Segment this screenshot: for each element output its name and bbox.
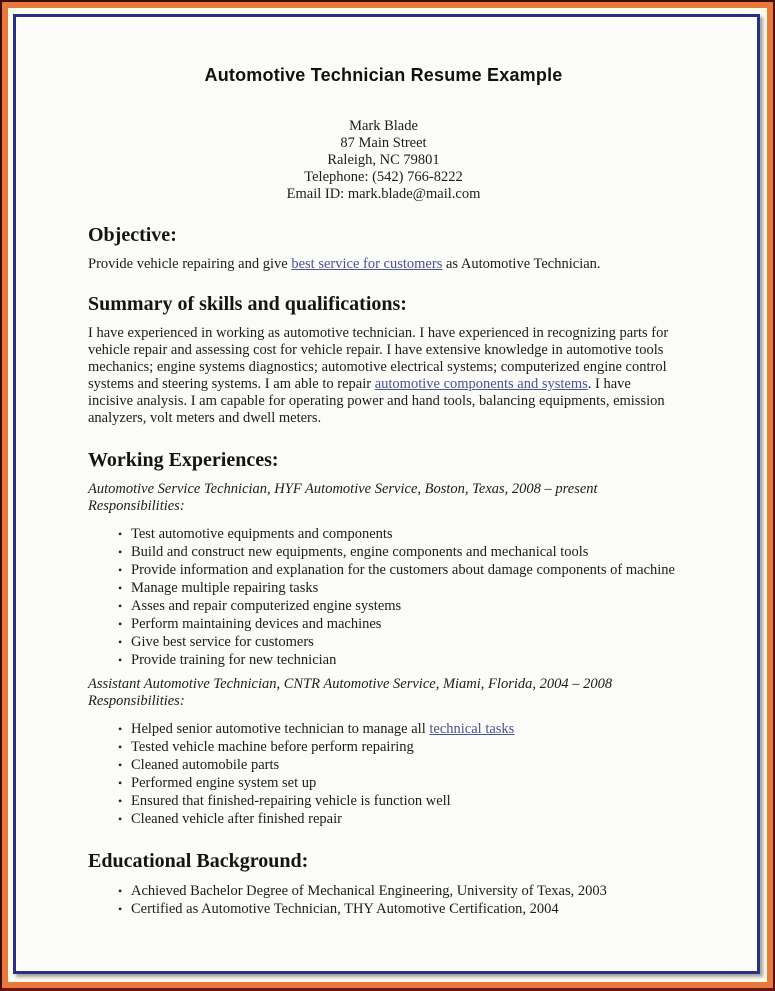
duty-item: • Provide training for new technician [118,651,679,669]
summary-text-before: I have experienced in working as automotive technician. I have experienced in recognizing parts for vehicle repair and assessing cost for vehicle repair. I have extensive knowledge in automotive tools mechanics; engine systems diagnostics; automotive electrical systems; computerized engine control systems and steering systems. I am able to repair [88,325,669,392]
contact-city: Raleigh, NC 79801 [327,152,440,168]
contact-email: Email ID: mark.blade@mail.com [286,186,481,202]
duty-item: • Asses and repair computerized engine systems [118,597,679,615]
duty-link[interactable]: technical tasks [429,721,515,737]
duty-item: • Give best service for customers [118,633,679,651]
section-heading-objective: Objective: [88,224,177,246]
page-title: Automotive Technician Resume Example [204,65,563,85]
contact-street: 87 Main Street [340,135,427,151]
objective-text [88,256,679,273]
section-heading-education: Educational Background: [88,850,309,872]
duty-item: • Manage multiple repairing tasks [118,579,679,597]
duty-item: • Cleaned vehicle after finished repair [118,810,679,828]
duty-list-job-1 [88,525,679,669]
duty-text-before: Helped senior automotive technician to manage all [131,721,430,737]
summary-text-after: . I have incisive analysis. I am capable for operating power and hand tools, balancing equipments, emission analyzers, volt meters and dwell meters. [88,376,665,426]
responsibilities-label: Responsibilities: [88,498,185,514]
summary-link[interactable]: automotive components and systems [374,376,588,392]
education-item: • Achieved Bachelor Degree of Mechanical Engineering, University of Texas, 2003 [118,882,679,900]
job-title-line: Assistant Automotive Technician, CNTR Automotive Service, Miami, Florida, 2004 – 2008 [88,676,613,692]
summary-text [88,325,679,427]
education-list [88,882,679,918]
duty-item: • Perform maintaining devices and machines [118,615,679,633]
duty-item: • Provide information and explanation for the customers about damage components of machine [118,561,679,579]
job-block-1 [88,481,679,669]
contact-phone: Telephone: (542) 766-8222 [304,169,463,185]
job-title-line: Automotive Service Technician, HYF Automotive Service, Boston, Texas, 2008 – present [88,481,598,497]
duty-list-job-2 [88,720,679,828]
contact-block [88,118,679,203]
duty-item: • Cleaned automobile parts [118,756,679,774]
section-heading-summary: Summary of skills and qualifications: [88,293,407,315]
sheet-content [16,17,757,918]
duty-item: • Tested vehicle machine before perform repairing [118,738,679,756]
duty-item: • Test automotive equipments and components [118,525,679,543]
job-block-2 [88,676,679,828]
objective-text-after: as Automotive Technician. [442,256,601,272]
duty-item: • Build and construct new equipments, engine components and mechanical tools [118,543,679,561]
responsibilities-label: Responsibilities: [88,693,185,709]
duty-item: • Performed engine system set up [118,774,679,792]
section-heading-working-experiences: Working Experiences: [88,449,279,471]
duty-item [118,720,679,738]
resume-sheet [13,14,760,974]
duty-item: • Ensured that finished-repairing vehicle is function well [118,792,679,810]
objective-link[interactable]: best service for customers [291,256,443,272]
objective-text-before: Provide vehicle repairing and give [88,256,292,272]
education-item: • Certified as Automotive Technician, THY Automotive Certification, 2004 [118,900,679,918]
contact-name: Mark Blade [349,118,418,134]
